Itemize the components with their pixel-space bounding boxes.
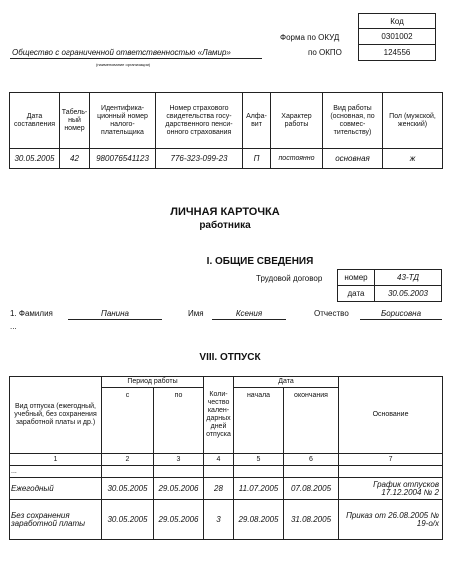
vacation-basis: Приказ от 26.08.2005 № 19-о/х xyxy=(339,500,443,540)
name-underline xyxy=(212,319,286,320)
cell-tab-number: 42 xyxy=(60,149,90,169)
contract-date-value: 30.05.2003 xyxy=(387,289,429,298)
surname-underline xyxy=(68,319,162,320)
header-work-period: Период работы xyxy=(102,377,204,388)
empty-cell xyxy=(204,466,234,478)
section8-heading: VIII. ОТПУСК xyxy=(199,352,261,363)
header-days: Коли- чество кален- дарных дней отпуска xyxy=(204,377,234,454)
table-row xyxy=(10,500,443,540)
column-number: 6 xyxy=(284,454,339,466)
empty-cell xyxy=(102,466,154,478)
vacation-basis: График отпусков 17.12.2004 № 2 xyxy=(339,478,443,500)
header-period-to: по xyxy=(154,388,204,454)
vacation-start: 11.07.2005 xyxy=(234,478,284,500)
contract-date-label: дата xyxy=(347,289,365,298)
header-date: Дата составления xyxy=(10,93,60,149)
vacation-table xyxy=(9,376,443,540)
card-title: ЛИЧНАЯ КАРТОЧКА xyxy=(170,206,280,218)
surname-label: 1. Фамилия xyxy=(10,309,53,318)
empty-cell xyxy=(339,466,443,478)
header-snils: Номер страхового свидетельства госу- дарственного пенси- онного страхования xyxy=(156,93,243,149)
okud-label: Форма по ОКУД xyxy=(280,33,340,42)
vacation-end: 31.08.2005 xyxy=(284,500,339,540)
empty-cell xyxy=(154,466,204,478)
cell-snils: 776-323-099-23 xyxy=(156,149,243,169)
contract-number-label-box xyxy=(337,269,375,286)
name-value: Ксения xyxy=(235,309,263,318)
codes-header xyxy=(358,13,436,29)
column-number: 1 xyxy=(10,454,102,466)
header-work-type: Вид работы (основная, по совмес- тительству) xyxy=(323,93,383,149)
header-basis: Основание xyxy=(339,377,443,454)
period-from: 30.05.2005 xyxy=(102,478,154,500)
codes-header-text: Код xyxy=(390,17,404,26)
cell-inn: 980076541123 xyxy=(90,149,156,169)
contract-label: Трудовой договор xyxy=(256,274,323,283)
cell-alphabet: П xyxy=(243,149,271,169)
cell-work-nature: постоянно xyxy=(271,149,323,169)
column-number: 7 xyxy=(339,454,443,466)
patronymic-value: Борисовна xyxy=(380,309,422,318)
section1-heading: I. ОБЩИЕ СВЕДЕНИЯ xyxy=(206,256,314,267)
okud-value: 0301002 xyxy=(381,32,413,41)
header-vacation-type: Вид отпуска (ежегодный, учебный, без сохранения заработной платы и др.) xyxy=(10,377,102,454)
empty-cell xyxy=(284,466,339,478)
period-to: 29.05.2006 xyxy=(154,478,204,500)
table-row xyxy=(10,149,443,169)
surname-value: Панина xyxy=(101,309,129,318)
cell-date: 30.05.2005 xyxy=(10,149,60,169)
name-label: Имя xyxy=(188,309,204,318)
header-period-from: с xyxy=(102,388,154,454)
contract-date-label-box xyxy=(337,285,375,302)
header-tab-number: Табель- ный номер xyxy=(60,93,90,149)
header-gender: Пол (мужской, женский) xyxy=(383,93,443,149)
okpo-value-box xyxy=(358,44,436,61)
person-ellipsis: ... xyxy=(10,322,17,331)
period-to: 29.05.2006 xyxy=(154,500,204,540)
personal-info-table xyxy=(9,92,443,169)
table-row xyxy=(10,478,443,500)
header-inn: Идентифика- ционный номер налого- плательщика xyxy=(90,93,156,149)
vacation-end: 07.08.2005 xyxy=(284,478,339,500)
contract-number-label: номер xyxy=(344,273,368,282)
ellipsis-row xyxy=(10,466,443,478)
vacation-days: 28 xyxy=(204,478,234,500)
okpo-value: 124556 xyxy=(383,48,411,57)
organization-caption: (наименование организации) xyxy=(96,62,151,67)
header-alphabet: Алфа- вит xyxy=(243,93,271,149)
vacation-start: 29.08.2005 xyxy=(234,500,284,540)
patronymic-label: Отчество xyxy=(314,309,349,318)
okpo-label: по ОКПО xyxy=(308,48,342,57)
header-date: Дата xyxy=(234,377,339,388)
organization-name: Общество с ограниченной ответственностью «Ламир» xyxy=(12,48,231,57)
vacation-type: Ежегодный xyxy=(10,478,102,500)
patronymic-underline xyxy=(360,319,442,320)
okud-value-box xyxy=(358,28,436,45)
empty-cell xyxy=(234,466,284,478)
organization-underline xyxy=(10,58,262,59)
column-number: 4 xyxy=(204,454,234,466)
vacation-type: Без сохранения заработной платы xyxy=(10,500,102,540)
card-subtitle: работника xyxy=(199,220,251,231)
row-ellipsis: ... xyxy=(10,466,102,478)
vacation-days: 3 xyxy=(204,500,234,540)
cell-work-type: основная xyxy=(323,149,383,169)
header-work-nature: Характер работы xyxy=(271,93,323,149)
column-number: 2 xyxy=(102,454,154,466)
column-number: 3 xyxy=(154,454,204,466)
column-number: 5 xyxy=(234,454,284,466)
contract-number-box xyxy=(374,269,442,286)
header-date-end: окончания xyxy=(284,388,339,454)
period-from: 30.05.2005 xyxy=(102,500,154,540)
contract-number-value: 43-ТД xyxy=(397,273,419,282)
column-numbers-row xyxy=(10,454,443,466)
contract-date-box xyxy=(374,285,442,302)
header-date-start: начала xyxy=(234,388,284,454)
cell-gender: ж xyxy=(383,149,443,169)
